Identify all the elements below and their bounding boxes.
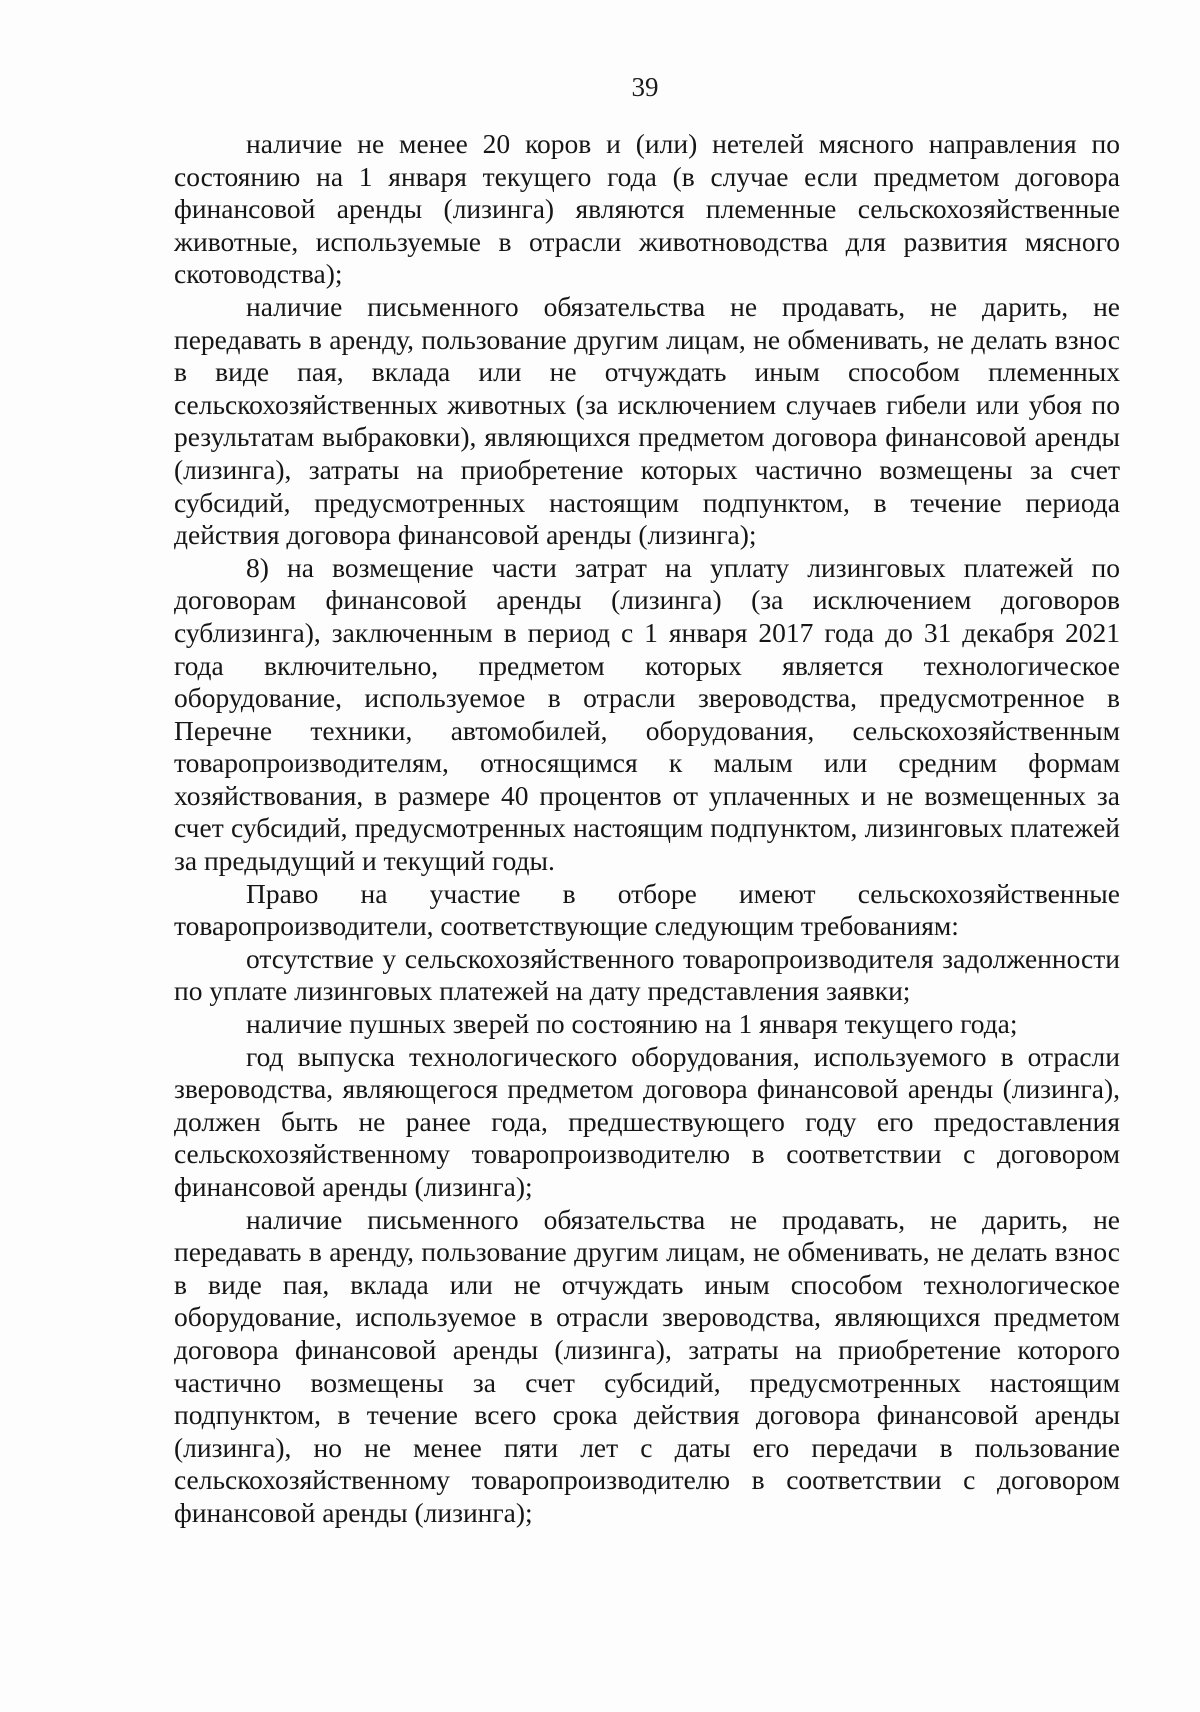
paragraph-subitem-8: 8) на возмещение части затрат на уплату лизинговых платежей по договорам финансовой аренды (лизинга) (за исключением договоров сублизинга), заключенным в период с 1 января 2017 года до 31 декабря 2021 года включительно, предметом которых является технологическое оборудование, используемое в отрасли звероводства, предусмотренное в Перечне техники, автомобилей, оборудования, сельскохозяйственным товаропроизводителям, относящимся к малым или средним формам хозяйствования, в размере 40 процентов от уплаченных и не возмещенных за счет субсидий, предусмотренных настоящим подпунктом, лизинговых платежей за предыдущий и текущий годы. (174, 551, 1120, 877)
paragraph-livestock-obligation: наличие письменного обязательства не продавать, не дарить, не передавать в аренду, пользование другим лицам, не обменивать, не делать взнос в виде пая, вклада или не отчуждать иным способом племенных сельскохозяйственных животных (за исключением случаев гибели или убоя по результатам выбраковки), являющихся предметом договора финансовой аренды (лизинга), затраты на приобретение которых частично возмещены за счет субсидий, предусмотренных настоящим подпунктом, в течение периода действия договора финансовой аренды (лизинга); (174, 290, 1120, 551)
paragraph-cows-requirement: наличие не менее 20 коров и (или) нетелей мясного направления по состоянию на 1 января текущего года (в случае если предметом договора финансовой аренды (лизинга) являются племенные сельскохозяйственные животные, используемые в отрасли животноводства для развития мясного скотоводства); (174, 128, 1120, 290)
paragraph-no-debt: отсутствие у сельскохозяйственного товаропроизводителя задолженности по уплате лизинговых платежей на дату представления заявки; (174, 942, 1120, 1007)
page-number: 39 (631, 72, 659, 102)
paragraph-selection-right: Право на участие в отборе имеют сельскохозяйственные товаропроизводители, соответствующие следующим требованиям: (174, 877, 1120, 942)
paragraph-equipment-obligation: наличие письменного обязательства не продавать, не дарить, не передавать в аренду, пользование другим лицам, не обменивать, не делать взнос в виде пая, вклада или не отчуждать иным способом технологическое оборудование, используемое в отрасли звероводства, являющихся предметом договора финансовой аренды (лизинга), затраты на приобретение которого частично возмещены за счет субсидий, предусмотренных настоящим подпунктом, в течение всего срока действия договора финансовой аренды (лизинга), но не менее пяти лет с даты его передачи в пользование сельскохозяйственному товаропроизводителю в соответствии с договором финансовой аренды (лизинга); (174, 1203, 1120, 1528)
document-body (174, 128, 1120, 1530)
paragraph-equipment-year: год выпуска технологического оборудования, используемого в отрасли звероводства, являющегося предметом договора финансовой аренды (лизинга), должен быть не ранее года, предшествующего году его предоставления сельскохозяйственному товаропроизводителю в соответствии с договором финансовой аренды (лизинга); (174, 1040, 1120, 1202)
paragraph-fur-animals: наличие пушных зверей по состоянию на 1 января текущего года; (246, 1008, 1018, 1040)
